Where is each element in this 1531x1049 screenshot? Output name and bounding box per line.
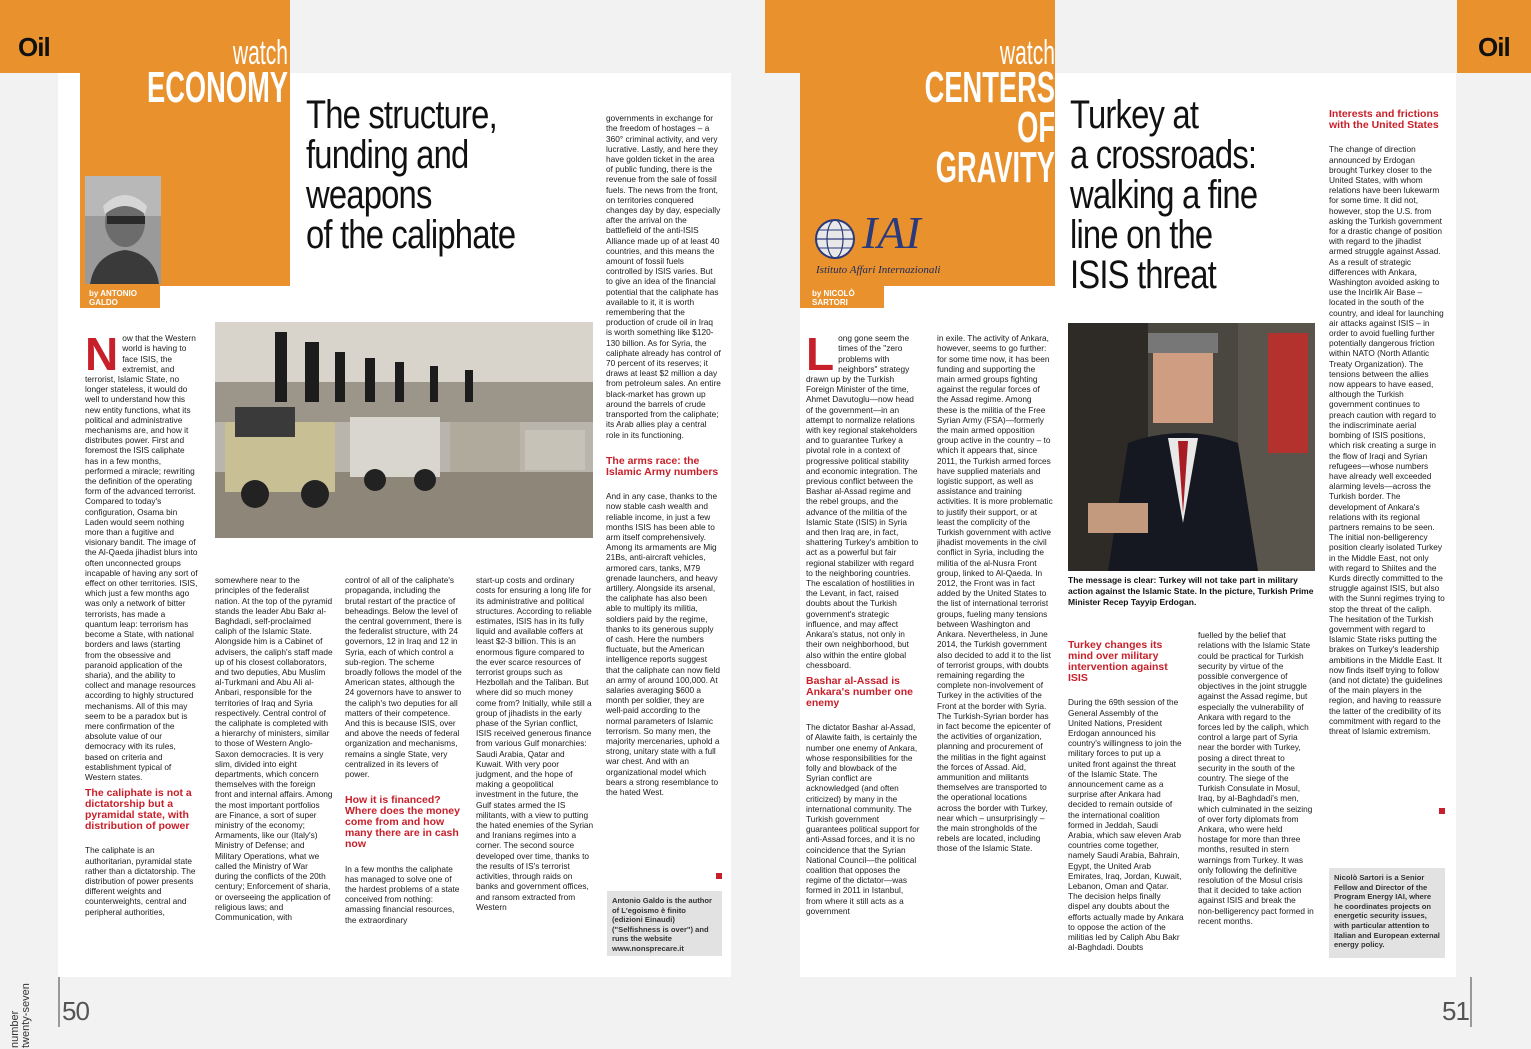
left-byline: by ANTONIO GALDO: [89, 289, 138, 307]
right-subhead-assad: Bashar al-Assad is Ankara's number one enemy: [806, 674, 913, 709]
author-portrait-image: [85, 176, 161, 284]
left-headline: The structure, funding and weapons of the caliphate: [306, 93, 516, 257]
right-author-note: Nicolò Sartori is a Senior Fellow and Director of the Program Energy IAI, where he coordinates projects on energetic security issues, with particular attention to Italian and European external energy policy.: [1334, 873, 1440, 950]
left-kicker-section: ECONOMY: [147, 63, 288, 112]
left-column-2: [215, 565, 333, 963]
right-col1-after: The dictator Bashar al-Assad, of Alawite faith, is certainly the number one enemy of Ankara, whose responsibilities for the folly and blowback of the Syrian conflict are acknowledged (and often criticized) by many in the international community. The Turkish government guarantees political support for anti-Assad forces, and it is no coincidence that the Syrian National Council—the political coalition that opposes the regime of the dictator—was formed in 2011 in Istanbul, from where it still acts as a government: [806, 722, 920, 916]
left-author-box: [607, 891, 722, 956]
left-drop-cap: N: [85, 328, 119, 381]
left-subhead-arms: The arms race: the Islamic Army numbers: [606, 454, 719, 478]
right-col5-text: The change of direction announced by Erdogan brought Turkey closer to the United States, with whom relations have been lukewarm for some time. It did not, however, stop the U.S. from asking the Turkish government for a drastic change of position with regard to the jihadist armed struggle against Assad. As a result of strategic differences with Ankara, Washington avoided asking to use the Incirlik Air Base – located in the south of the country, and ideal for launching air attacks against ISIS – in order to avoid fuelling further potentially dangerous friction within NATO (North Atlantic Treaty Organization). The tensions between the allies now appears to have eased, although the Turkish government continues to preach caution with regard to the indiscriminate aerial bombing of ISIS positions, which risk creating a surge in the flow of Iraqi and Syrian refugees—whose numbers have already well exceeded alarming levels—across the Turkish border. The development of Ankara's relations with its regional partners remains to be seen. The initial non-belligerency position clearly isolated Turkey in the Middle East, not only with regard to Shiites and the Kurds directly committed to the struggle against ISIS, but also with the Sunni regimes trying to stop the threat of the caliph. The hesitation of the Turkish government with regard to Islamic State risks putting the brakes on Turkey's leadership ambitions in the Middle East. It now finds itself trying to follow (and not dictate) the guidelines of the main players in the region, and having to reassure the latter of the credibility of its commitment with regard to the threat of Islamic extremism.: [1329, 144, 1445, 736]
left-col1-intro: ow that the Western world is having to face ISIS, the extremist, and terrorist, Islamic State, no longer stateless, it would do well to understand how this new entity functions, what its political and administrative mechanisms are, and how it distributes power. First and foremost the ISIS caliphate has in a few months, performed a miracle; rewriting the definition of the operating form of the advanced terrorist. Compared to today's configuration, Osama bin Laden would seem nothing more than a fugitive and visionary bandit. The image of the Al-Qaeda jihadist blurs into often unconnected groups incapable of having any sort of effect on other territories. ISIS, which just a few months ago was only a network of bitter terrorists, has made a quantum leap: terrorism has become a State, with national borders and laws (starting from the obsessive and paranoid application of the sharia), and the ability to collect and manage resources according to highly structured mechanisms. All of this may seem to be a paradox but is mere confirmation of the absolute value of our democracy with its rules, based on criteria and establishment typical of Western states.: [85, 333, 198, 782]
left-page-rule: [58, 977, 60, 1027]
left-kicker-watch: watch: [232, 34, 288, 72]
right-column-3: [1068, 627, 1184, 963]
left-col4-text: start-up costs and ordinary costs for ensuring a long life for its administrative and political structures. According to reliable estimates, ISIS has in its fully liquid and available coffers at least $2-3 billion. This is an enormous figure compared to the ever scarce resources of terrorist groups such as Hezbollah and the Taliban. But where did so much money come from? Initially, while still a group of jihadists in the early phase of the Syrian conflict, ISIS received generous finance from various Gulf monarchies: Saudi Arabia, Qatar and Kuwait. With very poor judgment, and the hope of making a geopolitical investment in the future, the Gulf states armed the IS militants, with a view to putting the hated enemies of the Syrian and Iranians regimes into a corner. The second source developed over time, thanks to the results of IS's terrorist activities, through raids on banks and government offices, and ransom extracted from Western: [476, 575, 594, 912]
iai-logo-text: IAI: [862, 207, 921, 258]
right-page-number: 51: [1442, 996, 1469, 1026]
globe-icon: [814, 218, 856, 260]
right-col3-text: During the 69th session of the General Assembly of the United Nations, President Erdogan announced his country's willingness to join the military forces to put up a united front against the threat of the Islamic State. The announcement came as a surprise after Ankara had decided to remain outside of the international coalition formed in Jeddah, Saudi Arabia, which saw eleven Arab countries come together, namely Saudi Arabia, Bahrain, Egypt, the United Arab Emirates, Iraq, Jordan, Kuwait, Lebanon, Oman and Qatar. The decision helps finally dispel any doubts about the efforts actually made by Ankara to oppose the action of the militias led by Caliph Abu Bakr al-Baghdadi. Doubts: [1068, 697, 1184, 953]
left-author-photo: [85, 176, 161, 284]
right-kicker: [795, 34, 1055, 192]
right-column-4: [1198, 620, 1314, 963]
right-end-mark: [1439, 808, 1445, 814]
left-col5-after: And in any case, thanks to the now stable cash wealth and reliable income, in just a few months ISIS has been able to arm itself comprehensively. Among its armaments are Mig 21Bs, anti-aircraft vehicles, armored cars, tanks, M79 grenade launchers, and heavy artillery. Alongside its arsenal, the caliphate has also been able to multiply its militia, soldiers paid by the regime, thanks to its generous supply of cash. Here the numbers fluctuate, but the American intelligence reports suggest that the caliphate can now field an army of around 100,000. At salaries averaging $600 a month per soldier, they are well-paid according to the normal parameters of Islamic terrorism. So many men, the majority mercenaries, uphold a strong, unitary state with a full war chest. And with an organizational model which bears a strong resemblance to the hated West.: [606, 491, 720, 797]
right-headline: Turkey at a crossroads: walking a fine line on the ISIS threat: [1070, 93, 1258, 297]
left-col1-after: The caliphate is an authoritarian, pyramidal state rather than a dictatorship. The distribution of power presents different weights and counterweights, central and peripheral authorities,: [85, 845, 196, 917]
isis-convoy-image: [215, 322, 593, 538]
right-erdogan-photo: [1068, 323, 1315, 571]
right-oil-logo: Oil: [1478, 32, 1510, 62]
right-col1-intro: ong gone seem the times of the "zero problems with neighbors" strategy drawn up by the Turkish Foreign Minister of the time, Ahmet Davutoglu—now head of the government—in an attempt to normalize relations with key regional stakeholders and to guarantee Turkey a pivotal role in a context of progressive political stability and economic integration. The previous conflict between the Bashar al-Assad regime and the rebel groups, and the advance of the militia of the Islamic State (ISIS) in Syria and then Iraq are, in fact, shattering Turkey's ambition to act as a powerful but fair regional stabilizer with regard to the neighboring countries. The escalation of hostilities in the Levant, in fact, raised doubts about the Turkish government's strategic influence, and may affect Ankara's status, not only in their own neighborhood, but also within the entire global chessboard.: [806, 333, 919, 670]
right-col2-text: in exile. The activity of Ankara, however, seems to go further: for some time now, it has been funding and supporting the main armed groups fighting against the regular forces of the Assad regime. Among these is the militia of the Free Syrian Army (FSA)—formerly the main armed opposition group active in the country – to which it appears that, since 2011, the Turkish armed forces have supplied materials and logistic support, as well as assistance and training activities. It is more problematic to justify their support, or at least the complicity of the Turkish government with active jihadist movements in the civil conflict in Syria, including the militia of the al-Nusra Front group, linked to Al-Qaeda. In 2012, the Front was in fact added by the United States to the list of international terrorist groups, fueling many tensions between Washington and Ankara. Nevertheless, in June 2014, the Turkish government also decided to add it to the list of terrorist groups, with doubts remaining regarding the complete non-involvement of Turkey in the activities of the Front at the border with Syria. The Turkish-Syrian border has in fact become the epicenter of the activities of organization, planning and procurement of the militias in the fight against the forces of Assad. Aid, ammunition and militants themselves are transported to the operational locations across the border with Turkey, near which – unsurprisingly – the main strongholds of the rebels are located, including those of the Islamic State.: [937, 333, 1053, 854]
right-column-2: [937, 323, 1053, 963]
right-byline: by NICOLÒ SARTORI: [812, 289, 855, 307]
left-oil-logo: Oil: [18, 32, 50, 62]
left-column-3: [345, 565, 463, 963]
right-column-5: [1329, 96, 1445, 806]
left-column-4: [476, 565, 594, 963]
left-end-mark: [716, 873, 722, 879]
left-col5-top: governments in exchange for the freedom of hostages – a 360° criminal activity, and very lucrative. Lastly, and here they have golden ticket in the area of public funding, there is the revenue from the sale of fossil fuels. The news from the front, on territories conquered changes day by day, especially after the arrival on the battlefield of the anti-ISIS Alliance made up of at least 40 countries, and this means the amount of fossil fuels controlled by ISIS varies. But to give an idea of the financial potential that the caliphate has available to it, it is worth remembering that the production of crude oil in Iraq is worth something like $120-130 billion. As for Syria, the caliphate already has control of 70 percent of its reserves; it draws at least $2 million a day from petroleum sales. An entire black-market has grown up around the barrels of crude transported from the caliphate; its Arab allies play a central role in its functioning.: [606, 113, 721, 440]
left-subhead-financed: How it is financed? Where does the money come from and how many there are in cash now: [345, 794, 460, 851]
right-column-1: [806, 323, 922, 963]
right-kicker-watch: watch: [999, 34, 1055, 72]
left-column-5: [606, 103, 721, 873]
right-kicker-section: CENTERS OF GRAVITY: [924, 63, 1055, 192]
left-col2-text: somewhere near to the principles of the federalist nation. At the top of the pyramid stands the leader Abu Bakr al-Baghdadi, self-proclaimed caliph of the Islamic State. Alongside him is a Cabinet of advisers, the caliph's staff made up of his closest collaborators, and two deputies, Abu Muslim al-Turkmani and Abu Ali al-Anbari, responsible for the territories of Iraq and Syria respectively. Central control of the caliphate is completed with a hierarchy of ministers, similar to those of Western Anglo-Saxon democracies. It is very slim, divided into eight departments, which concern themselves with the foreign front and internal affairs. Among the most important portfolios are Finance, a sort of super ministry of the economy; Armaments, like our (Italy's) Ministry of Defense; and Military Operations, what we called the Ministry of War during the conflicts of the 20th century; Enforcement of sharia, or overseeing the application of religious laws; and Communication, with: [215, 575, 333, 922]
right-page-rule: [1470, 977, 1472, 1027]
iai-logo-name: Istituto Affari Internazionali: [816, 264, 941, 276]
right-col4-text: fuelled by the belief that relations with the Islamic State could be practical for Turkish security by virtue of the possible convergence of objectives in the joint struggle against the Assad regime, but especially the vulnerability of Ankara with regard to the forces led by the caliph, which control a large part of Syria near the border with Turkey, posing a direct threat to security in the south of the country. The siege of the Turkish Consulate in Mosul, Iraq, by al-Baghdadi's men, which culminated in the seizing of over forty diplomats from Ankara, who were held hostage for more than three months, resulted in stern warnings from Turkey. It was only following the definitive resolution of the Mosul crisis that it decided to take action against ISIS and break the non-belligerency pact formed in recent months.: [1198, 630, 1314, 926]
right-photo-caption: The message is clear: Turkey will not take part in military action against the Islamic State. In the picture, Turkish Prime Minister Recep Tayyip Erdogan.: [1068, 575, 1314, 607]
right-subhead-us: Interests and frictions with the United States: [1329, 108, 1439, 132]
left-col3-after: In a few months the caliphate has managed to solve one of the hardest problems of a state conceived from nothing: amassing financial resources, the extraordinary: [345, 863, 460, 925]
erdogan-image: [1068, 323, 1315, 571]
left-col3-top: control of all of the caliphate's propaganda, including the brutal restart of the practice of beheadings. Below the level of the central government, there is the federalist structure, with 24 governors, 12 in Iraq and 12 in Syria, each of which control a sub-region. The scheme broadly follows the model of the American states, although the 24 governors have to answer to the caliph's two deputies for all matters of their competence. And this is because ISIS, over and above the needs of federal organization and mechanisms, remains a single State, very centralized in its levers of power.: [345, 575, 462, 780]
left-page-number: 50: [62, 996, 89, 1026]
right-subhead-turkey: Turkey changes its mind over military intervention against ISIS: [1068, 639, 1168, 685]
right-author-box: [1329, 868, 1445, 958]
iai-logo: [812, 207, 952, 284]
left-subhead-caliphate: The caliphate is not a dictatorship but a pyramidal state, with distribution of power: [85, 787, 192, 833]
left-issue-label: number twenty-seven: [9, 983, 32, 1048]
left-convoy-photo: [215, 322, 593, 538]
left-author-note: Antonio Galdo is the author of L'egoismo è finito (edizioni Einaudi) ("Selfishness is over") and runs the website www.nonsprecare.it: [612, 896, 712, 953]
left-column-1: [85, 323, 198, 963]
left-kicker: [28, 34, 288, 112]
right-drop-cap: L: [806, 328, 835, 381]
